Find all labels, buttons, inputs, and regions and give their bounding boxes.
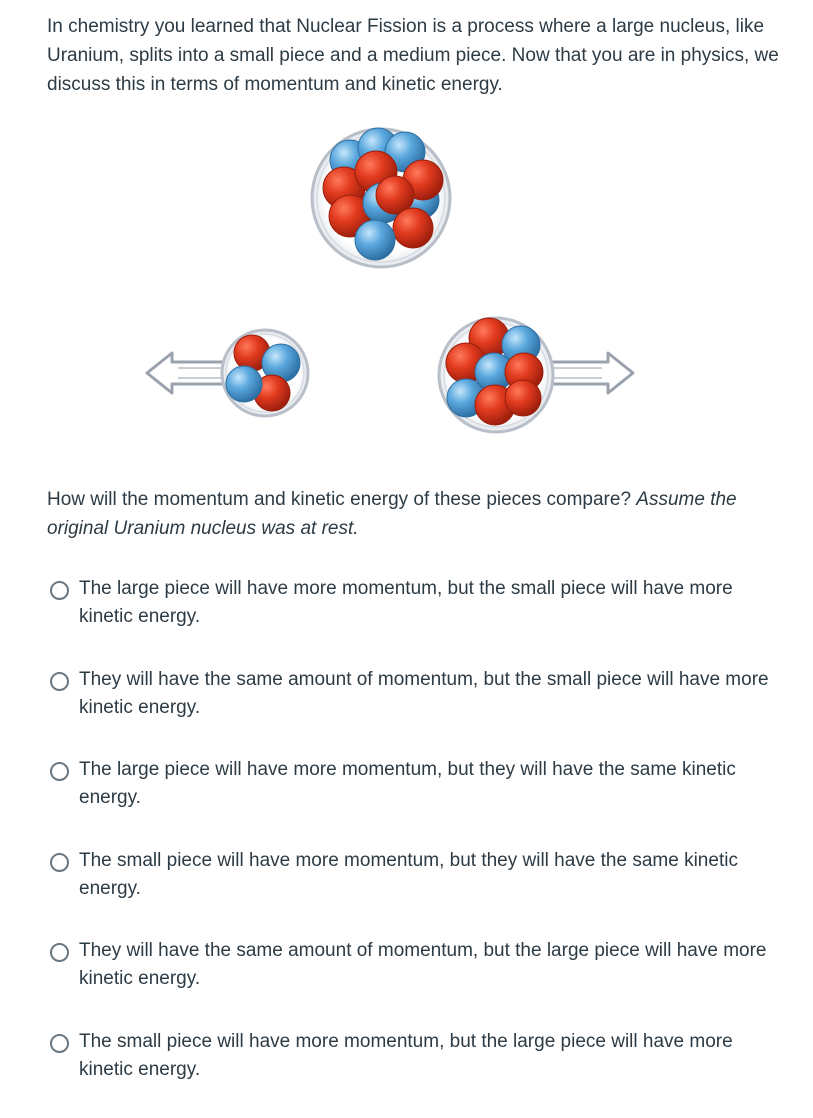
answer-option-2[interactable] bbox=[50, 666, 790, 757]
left-arrow-icon bbox=[147, 353, 232, 393]
medium-fragment bbox=[439, 318, 633, 432]
uranium-nucleus bbox=[312, 128, 450, 267]
answer-label[interactable]: They will have the same amount of momentum, but the large piece will have more kinetic energy. bbox=[79, 937, 769, 993]
neutron bbox=[355, 220, 395, 260]
question-text: How will the momentum and kinetic energy of these pieces compare? bbox=[47, 489, 636, 510]
answer-label[interactable]: The large piece will have more momentum, but the small piece will have more kinetic energy. bbox=[79, 575, 769, 631]
intro-paragraph: In chemistry you learned that Nuclear Fission is a process where a large nucleus, like Uranium, splits into a small piece and a medium piece. Now that you are in physics, we discuss this in terms of momentum and kinetic energy. bbox=[47, 12, 787, 99]
answer-list bbox=[50, 575, 790, 1118]
question-assumption: Assume the original Uranium nucleus was at rest. bbox=[47, 489, 737, 539]
radio-button[interactable] bbox=[50, 1034, 69, 1053]
neutron bbox=[226, 366, 262, 402]
small-fragment bbox=[147, 330, 308, 416]
question-prompt bbox=[47, 485, 787, 543]
answer-option-1[interactable] bbox=[50, 575, 790, 666]
radio-button[interactable] bbox=[50, 672, 69, 691]
radio-button[interactable] bbox=[50, 581, 69, 600]
answer-option-6[interactable] bbox=[50, 1028, 790, 1118]
proton bbox=[393, 208, 433, 248]
answer-option-5[interactable] bbox=[50, 937, 790, 1028]
fission-diagram bbox=[0, 0, 813, 460]
radio-button[interactable] bbox=[50, 762, 69, 781]
answer-label[interactable]: The small piece will have more momentum, but they will have the same kinetic energy. bbox=[79, 847, 769, 903]
answer-option-4[interactable] bbox=[50, 847, 790, 938]
answer-label[interactable]: They will have the same amount of momentum, but the small piece will have more kinetic energy. bbox=[79, 666, 769, 722]
proton bbox=[505, 380, 541, 416]
right-arrow-icon bbox=[548, 353, 633, 393]
radio-button[interactable] bbox=[50, 853, 69, 872]
answer-label[interactable]: The large piece will have more momentum, but they will have the same kinetic energy. bbox=[79, 756, 769, 812]
answer-label[interactable]: The small piece will have more momentum, but the large piece will have more kinetic energy. bbox=[79, 1028, 769, 1084]
answer-option-3[interactable] bbox=[50, 756, 790, 847]
radio-button[interactable] bbox=[50, 943, 69, 962]
